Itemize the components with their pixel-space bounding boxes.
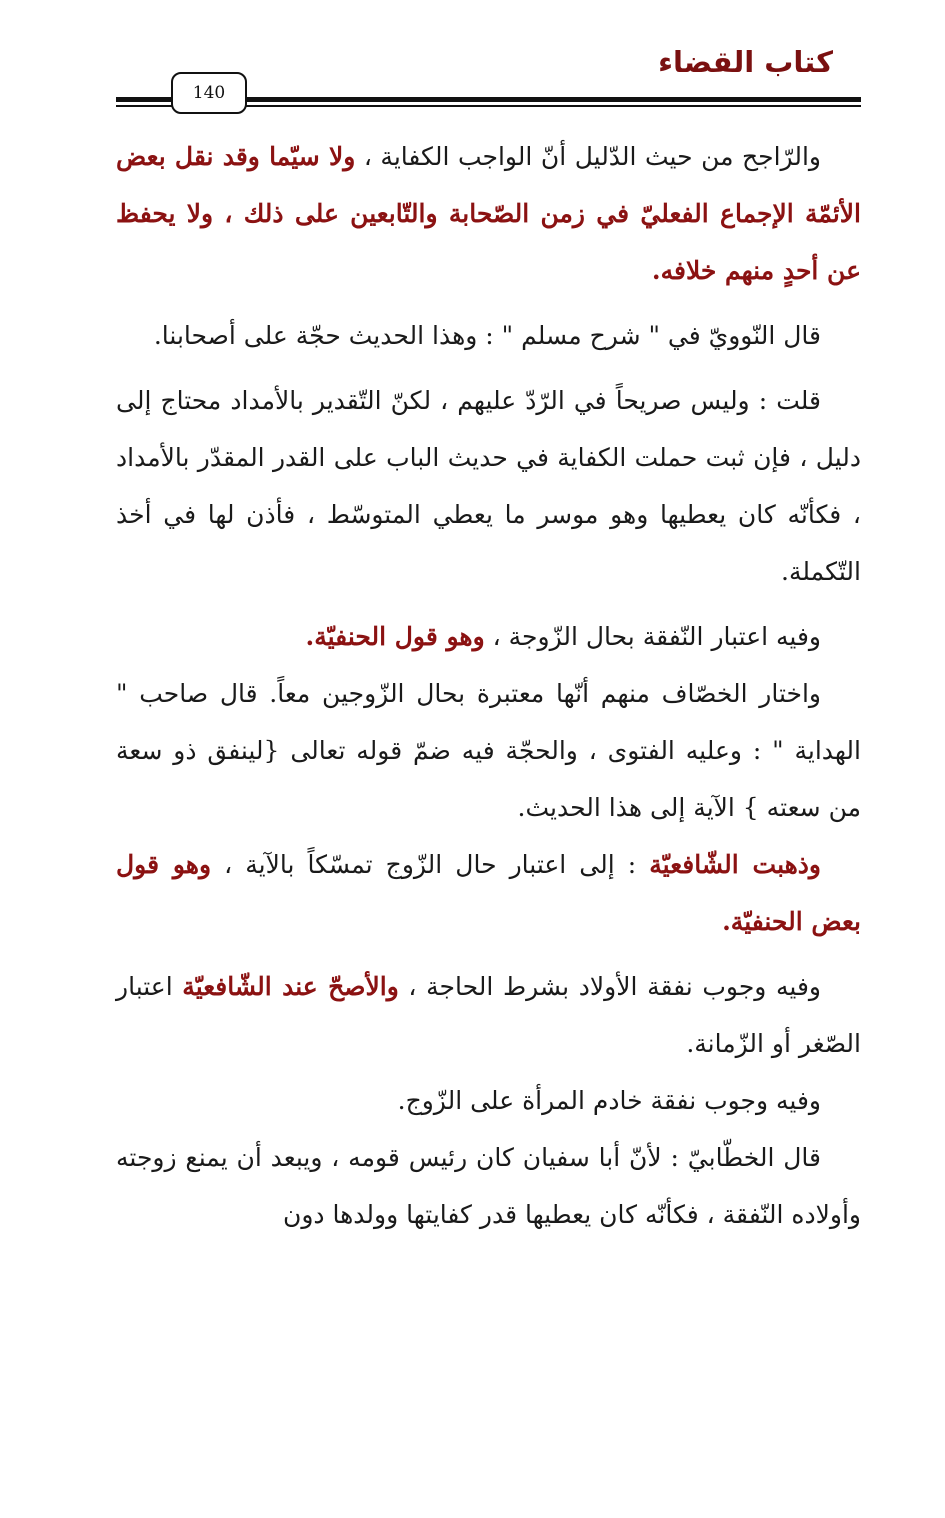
text-run: قال النّوويّ في " شرح مسلم " : وهذا الحديث حجّة على أصحابنا. xyxy=(153,321,821,350)
paragraph xyxy=(116,1072,861,1129)
text-run: وفيه وجوب نفقة الأولاد بشرط الحاجة ، xyxy=(398,972,821,1001)
page-number-badge: 140 xyxy=(171,72,247,114)
page-body xyxy=(116,128,861,1243)
highlighted-text: وهو قول بعض الحنفيّة. xyxy=(116,850,861,936)
paragraph xyxy=(116,128,861,299)
paragraph xyxy=(116,1129,861,1243)
text-run: وفيه اعتبار النّفقة بحال الزّوجة ، xyxy=(484,622,821,651)
highlighted-text: والأصحّ عند الشّافعيّة xyxy=(182,972,399,1001)
paragraph xyxy=(116,836,861,950)
paragraph xyxy=(116,665,861,836)
text-run: : إلى اعتبار حال الزّوج تمسّكاً بالآية ، xyxy=(211,850,650,879)
paragraph xyxy=(116,958,861,1072)
book-title: كتاب القضاء xyxy=(658,45,833,79)
paragraph xyxy=(116,307,861,364)
text-run: قلت : وليس صريحاً في الرّدّ عليهم ، لكنّ التّقدير بالأمداد محتاج إلى دليل ، فإن ثبت حملت الكفاية في حديث الباب على القدر المقدّر بالأمداد ، فكأنّه كان يعطيها وهو موسر ما يعطي المتوسّط ، فأذن لها في أخذ التّكملة. xyxy=(116,386,861,586)
text-run: واختار الخصّاف منهم أنّها معتبرة بحال الزّوجين معاً. قال صاحب " الهداية " : وعليه الفتوى ، والحجّة فيه ضمّ قوله تعالى {لينفق ذو سعة من سعته } الآية إلى هذا الحديث. xyxy=(116,679,861,822)
paragraph xyxy=(116,608,861,665)
highlighted-text: ولا سيّما وقد نقل بعض الأئمّة الإجماع الفعليّ في زمن الصّحابة والتّابعين على ذلك ، ولا يحفظ عن أحدٍ منهم خلافه. xyxy=(116,142,861,285)
highlighted-text: وذهبت الشّافعيّة xyxy=(649,850,822,879)
paragraph xyxy=(116,372,861,600)
text-run: والرّاجح من حيث الدّليل أنّ الواجب الكفاية ، xyxy=(355,142,821,171)
highlighted-text: وهو قول الحنفيّة. xyxy=(305,622,485,651)
text-run: قال الخطّابيّ : لأنّ أبا سفيان كان رئيس قومه ، ويبعد أن يمنع زوجته وأولاده النّفقة ، فكأنّه كان يعطيها قدر كفايتها وولدها دون xyxy=(116,1143,861,1229)
text-run: اعتبار الصّغر أو الزّمانة. xyxy=(116,972,861,1058)
text-run: وفيه وجوب نفقة خادم المرأة على الزّوج. xyxy=(397,1086,821,1115)
